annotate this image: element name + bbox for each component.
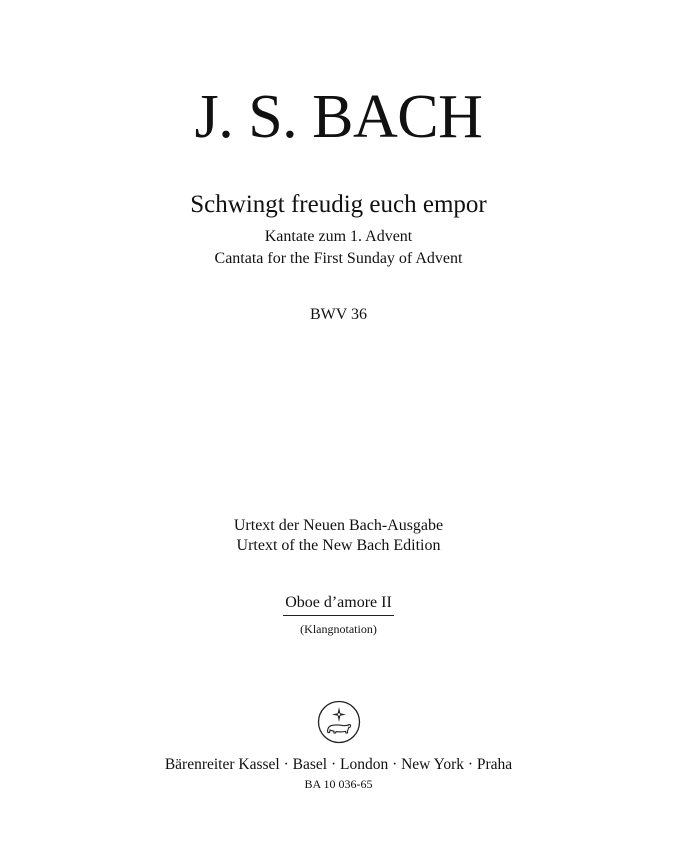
urtext-note-english: Urtext of the New Bach Edition — [236, 537, 441, 554]
catalog-number: BWV 36 — [309, 306, 368, 323]
subtitle-german: Kantate zum 1. Advent — [264, 228, 413, 245]
work-title: Schwingt freudig euch empor — [190, 191, 487, 218]
notation-note: (Klangnotation) — [300, 622, 377, 636]
subtitle-english: Cantata for the First Sunday of Advent — [214, 250, 463, 267]
urtext-note-german: Urtext der Neuen Bach-Ausgabe — [233, 517, 444, 534]
edition-number: BA 10 036-65 — [304, 777, 373, 791]
composer-name: J. S. BACH — [194, 83, 483, 151]
publisher-line: Bärenreiter Kassel · Basel · London · New York · Praha — [164, 756, 513, 773]
baerenreiter-bear-star-logo-icon — [317, 700, 361, 744]
instrument-underline — [283, 615, 394, 616]
instrument-part: Oboe d’amore II — [285, 594, 392, 611]
